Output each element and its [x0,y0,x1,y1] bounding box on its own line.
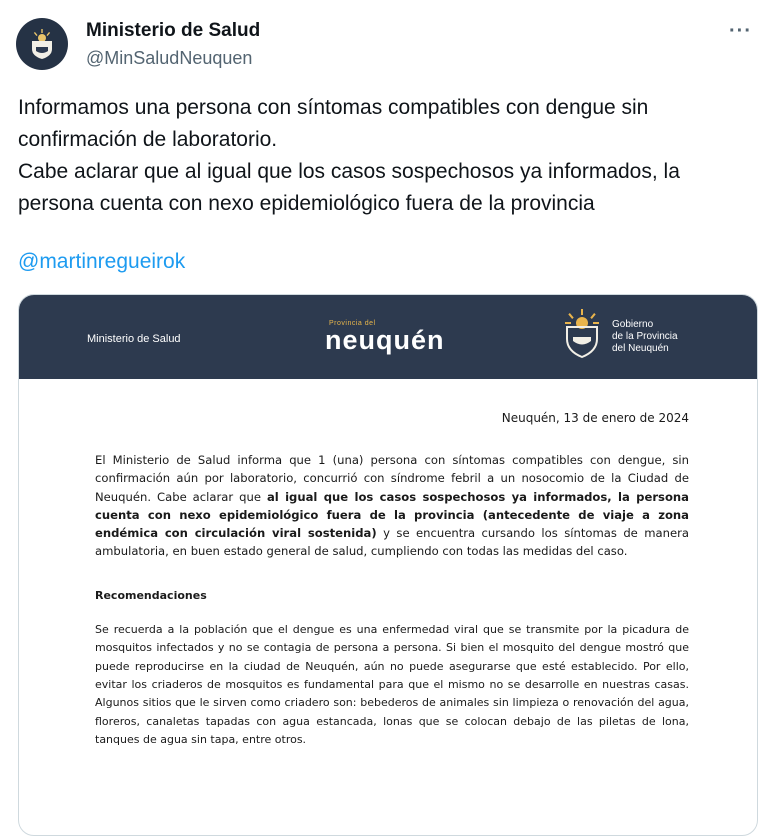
document-paragraph-2: Se recuerda a la población que el dengue es una enfermedad viral que se transmite por la picadura de mosquitos infectados y no se contagia de persona a persona. Si bien el mosquito del dengue mostró que puede reproducirse en la ciudad de Neuquén, aún no puede asegurarse que esté establecido. Por ello, evitar los criaderos de mosquitos es fundamental para que el mismo no se desarrolle en nuestras casas. Algunos sitios que le sirven como criadero son: bebederos de animales sin limpieza o renovación del agua, floreros, canaletas tapadas con agua estancada, lonas que se colocan debajo de las piletas de lona, tanques de agua sin tapa, entre otros. [95,622,689,747]
more-options-icon[interactable]: ··· [729,20,752,42]
tweet-text [18,92,758,220]
p1-text-end: y se encuentra cursando los síntomas de manera ambulatoria, en buen estado general de salud, cumpliendo con todas las medidas del caso. [95,526,690,559]
recommendations-title: Recomendaciones [95,588,207,602]
author-name[interactable]: Ministerio de Salud [86,20,261,41]
mention-link[interactable]: @martinregueirok [18,250,186,273]
document-paragraph-1 [95,451,689,561]
tweet-line-1: Informamos una persona con síntomas compatibles con dengue sin confirmación de laboratorio. [18,96,649,151]
gobierno-line-2: de la Provincia [612,331,678,342]
gobierno-line-3: del Neuquén [612,343,669,354]
attached-image[interactable] [18,294,758,836]
p1-text-start: El Ministerio de Salud informa que 1 (una) persona con síntomas compatibles con dengue, sin confirmación aún por laboratorio, concurrió con síndrome febril a un nosocomio de la Ciudad de Neuquén. Cabe aclarar que [95,453,689,504]
tweet-line-2: Cabe aclarar que al igual que los casos sospechosos ya informados, la persona cuenta con nexo epidemiológico fuera de la provincia [18,160,680,215]
gobierno-line-1: Gobierno [612,319,654,330]
tweet-header [16,16,754,72]
banner-brand-small: Provincia del [329,320,376,327]
document-body [95,411,689,750]
gov-crest-icon [559,307,605,361]
banner-neuquen-logo: neuquén [325,325,445,355]
banner-gobierno-text [612,319,678,355]
document-banner [19,295,757,379]
provincial-crest-icon [25,27,59,61]
document-date: Neuquén, 13 de enero de 2024 [501,411,689,425]
author-handle[interactable]: @MinSaludNeuquen [86,48,253,68]
banner-ministerio-label: Ministerio de Salud [87,333,181,345]
p1-bold-text: al igual que los casos sospechosos ya informados, la persona cuenta con nexo epidemiológico fuera de la provincia (antecedente de viaje a zona endémica con circulación viral sostenida) [95,489,689,541]
avatar[interactable] [16,18,68,70]
